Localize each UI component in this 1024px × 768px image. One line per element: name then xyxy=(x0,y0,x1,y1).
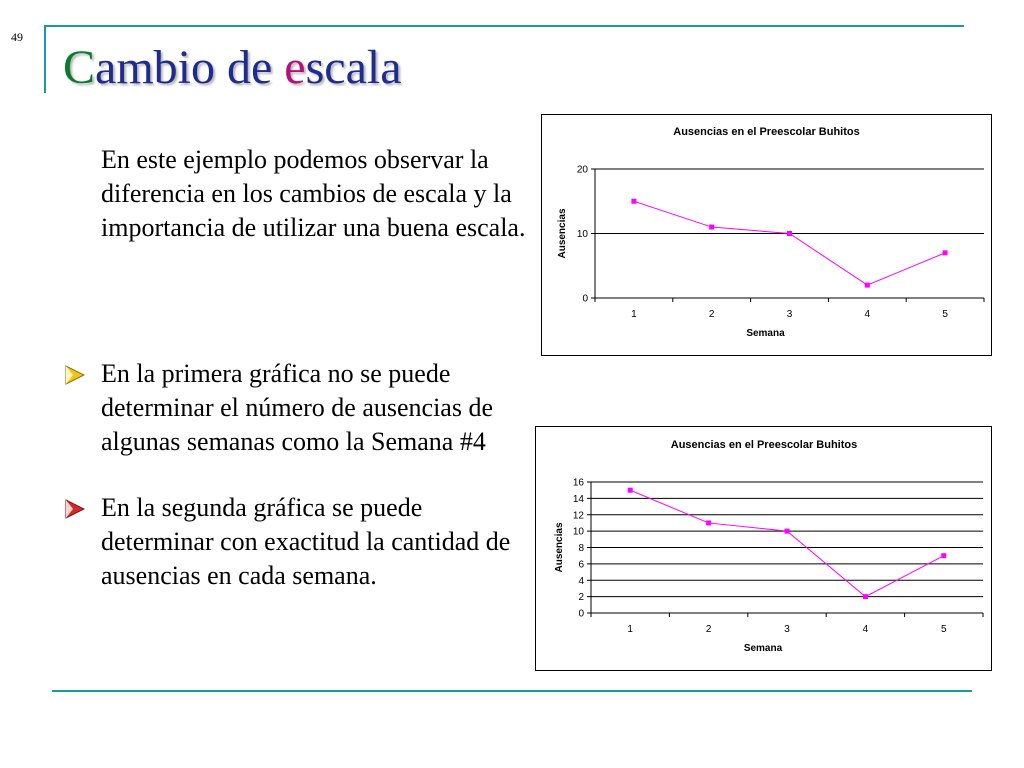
y-tick-label: 8 xyxy=(578,543,584,554)
bullet-item xyxy=(60,357,535,459)
data-point xyxy=(785,529,790,534)
title-end: scala xyxy=(305,41,402,94)
x-tick-label: 3 xyxy=(786,309,793,320)
chart-title: Ausencias en el Preescolar Buhitos xyxy=(673,126,860,138)
y-tick-label: 0 xyxy=(578,608,584,620)
y-tick-label: 20 xyxy=(576,164,588,176)
title-initial-c: C xyxy=(63,41,96,94)
chart-title: Ausencias en el Preescolar Buhitos xyxy=(670,439,858,451)
data-point xyxy=(863,594,868,599)
data-point xyxy=(628,488,633,493)
y-axis-label: Ausencias xyxy=(557,208,568,259)
data-point xyxy=(943,250,948,255)
left-divider xyxy=(44,25,46,93)
x-tick-label: 4 xyxy=(862,624,869,635)
bullet-list xyxy=(60,357,535,625)
y-tick-label: 14 xyxy=(572,493,584,505)
top-divider xyxy=(44,25,964,27)
x-tick-label: 2 xyxy=(705,624,712,635)
data-point xyxy=(865,283,870,288)
y-tick-label: 4 xyxy=(578,575,584,587)
arrow-bullet-icon xyxy=(65,499,85,519)
series-line xyxy=(634,201,945,285)
chart-svg xyxy=(542,115,991,355)
data-point xyxy=(941,553,946,558)
title-initial-e: e xyxy=(284,41,306,94)
x-tick-label: 1 xyxy=(631,309,637,320)
x-tick-label: 1 xyxy=(627,624,633,635)
x-tick-label: 3 xyxy=(784,624,790,635)
x-axis-label: Semana xyxy=(743,643,783,654)
x-axis-label: Semana xyxy=(746,328,785,339)
bottom-divider xyxy=(52,690,972,692)
x-tick-label: 5 xyxy=(941,624,947,635)
arrow-bullet-icon xyxy=(65,365,85,385)
title-middle: ambio de xyxy=(95,41,285,94)
chart-coarse-scale xyxy=(541,114,992,356)
y-tick-label: 2 xyxy=(578,592,584,604)
data-point xyxy=(631,199,636,204)
x-tick-label: 4 xyxy=(864,309,871,320)
y-tick-label: 12 xyxy=(572,510,584,522)
slide-number: 49 xyxy=(11,30,23,44)
y-tick-label: 10 xyxy=(576,229,588,240)
x-tick-label: 2 xyxy=(708,309,715,320)
x-tick-label: 5 xyxy=(942,309,948,320)
data-point xyxy=(787,231,792,236)
data-point xyxy=(706,520,711,525)
y-tick-label: 16 xyxy=(572,477,584,489)
slide-title xyxy=(63,41,402,94)
intro-paragraph: En este ejemplo podemos observar la diferencia en los cambios de escala y la importancia de utilizar una buena escala. xyxy=(101,145,526,242)
data-point xyxy=(709,225,714,230)
bullet-text: En la segunda gráfica se puede determinar con exactitud la cantidad de ausencias en cada semana. xyxy=(101,493,511,590)
y-axis-label: Ausencias xyxy=(554,522,565,573)
y-tick-label: 10 xyxy=(572,526,584,538)
y-tick-label: 0 xyxy=(582,293,588,305)
chart-fine-scale xyxy=(535,426,992,671)
y-tick-label: 6 xyxy=(578,559,584,571)
bullet-item xyxy=(60,491,535,593)
chart-svg xyxy=(536,427,991,670)
bullet-text: En la primera gráfica no se puede determinar el número de ausencias de algunas semanas como la Semana #4 xyxy=(101,359,493,456)
